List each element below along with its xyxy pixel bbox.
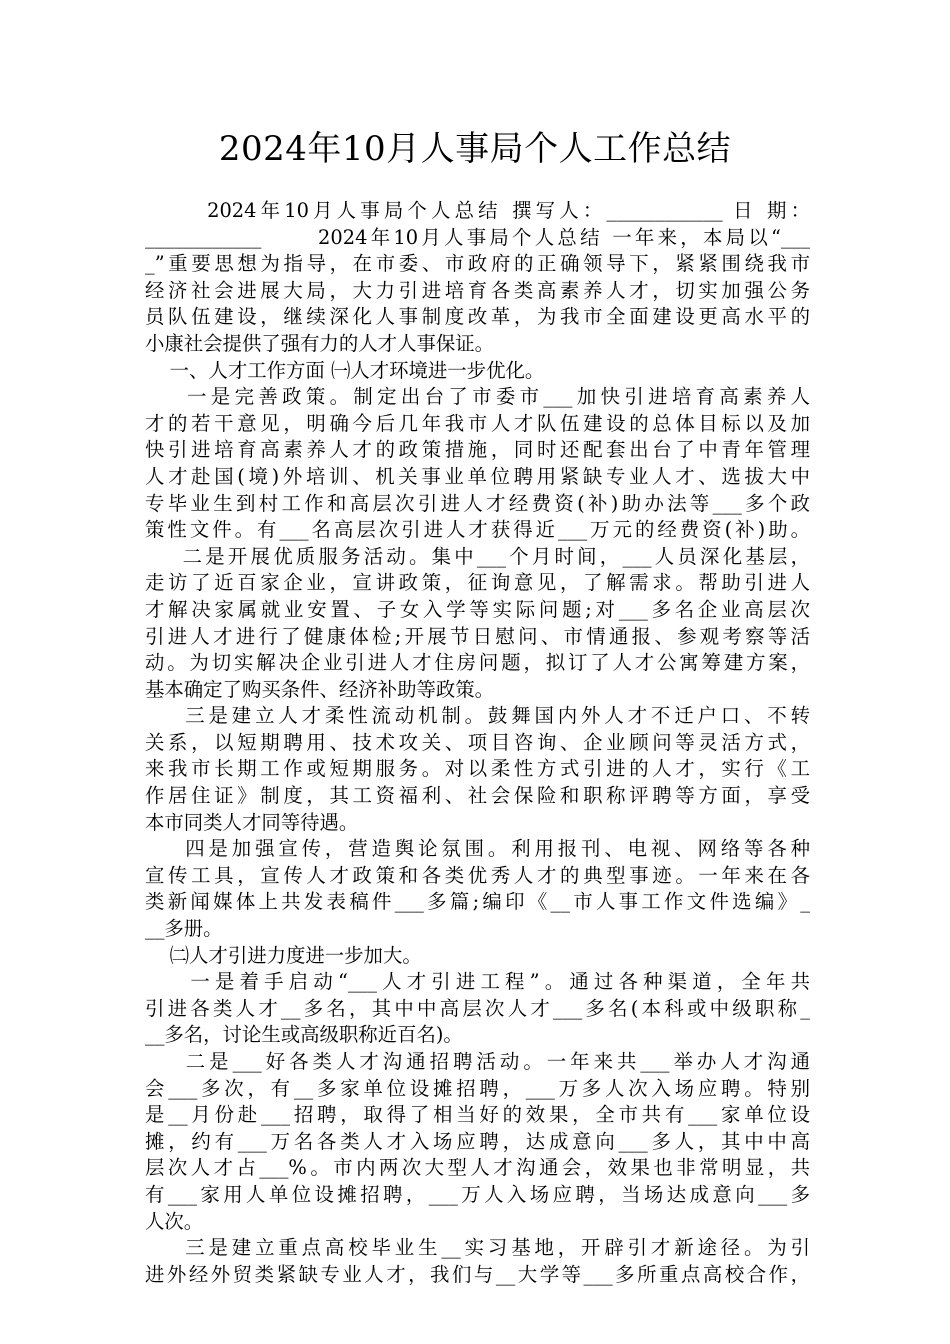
body-line: 引进各类人才__多名，其中中高层次人才___多名(本科或中级职称_ xyxy=(145,996,810,1020)
body-line: 层次人才占___%。市内两次大型人才沟通会，效果也非常明显，共 xyxy=(145,1156,810,1180)
body-line: 策性文件。有___名高层次引进人才获得近___万元的经费资(补)助。 xyxy=(145,518,810,542)
body-line: 进外经外贸类紧缺专业人才，我们与__大学等___多所重点高校合作， xyxy=(145,1262,810,1286)
body-line: 摊，约有___万名各类人才入场应聘，达成意向___多人，其中中高 xyxy=(145,1129,810,1153)
body-line: 才的若干意见，明确今后几年我市人才队伍建设的总体目标以及加 xyxy=(145,411,810,435)
body-line: 经济社会进展大局，大力引进培育各类高素养人才，切实加强公务 xyxy=(145,278,810,302)
body-line: __多册。 xyxy=(145,917,223,941)
body-line: 专毕业生到村工作和高层次引进人才经费资(补)助办法等___多个政 xyxy=(145,491,810,515)
body-line: 一是完善政策。制定出台了市委市___加快引进培育高素养人 xyxy=(145,385,810,409)
body-line: 人次。 xyxy=(145,1209,204,1233)
body-line: 来我市长期工作或短期服务。对以柔性方式引进的人才，实行《工 xyxy=(145,757,810,781)
body-line: 是__月份赴___招聘，取得了相当好的效果，全市共有___家单位设 xyxy=(145,1103,810,1127)
document-title: 2024年10月人事局个人工作总结 xyxy=(218,129,732,169)
body-line: 基本确定了购买条件、经济补助等政策。 xyxy=(145,677,495,701)
body-line: 会___多次，有__多家单位设摊招聘，___万多人次入场应聘。特别 xyxy=(145,1076,810,1100)
body-line: 2024年10月人事局个人总结 撰写人：____________ 日 期： xyxy=(145,199,810,222)
body-line: 才解决家属就业安置、子女入学等实际问题;对___多名企业高层次 xyxy=(145,597,810,621)
body-line: 宣传工具，宣传人才政策和各类优秀人才的典型事迹。一年来在各 xyxy=(145,863,810,887)
body-line: 人才赴国(境)外培训、机关事业单位聘用紧缺专业人才、选拔大中 xyxy=(145,464,810,488)
body-line: __多名，讨论生或高级职称近百名)。 xyxy=(145,1023,463,1047)
body-line: 类新闻媒体上共发表稿件___多篇;编印《__市人事工作文件选编》_ xyxy=(145,890,810,914)
body-line: 有___家用人单位设摊招聘，___万人入场应聘，当场达成意向___多 xyxy=(145,1182,810,1206)
body-line: 关系，以短期聘用、技术攻关、项目咨询、企业顾问等灵活方式， xyxy=(145,730,810,754)
body-line: 三是建立人才柔性流动机制。鼓舞国内外人才不迁户口、不转 xyxy=(145,704,810,728)
body-line: 二是开展优质服务活动。集中___个月时间，___人员深化基层， xyxy=(145,544,810,568)
body-line: 三是建立重点高校毕业生__实习基地，开辟引才新途径。为引 xyxy=(145,1236,810,1260)
body-line: 小康社会提供了强有力的人才人事保证。 xyxy=(145,331,495,355)
body-line: 快引进培育高素养人才的政策措施，同时还配套出台了中青年管理 xyxy=(145,438,810,462)
body-line: ____________ 2024年10月人事局个人总结 一年来，本局以“___ xyxy=(145,225,810,249)
body-line: _”重要思想为指导，在市委、市政府的正确领导下，紧紧围绕我市 xyxy=(145,252,810,276)
body-line: 一是着手启动“___人才引进工程”。通过各种渠道，全年共 xyxy=(145,970,810,994)
body-line: 动。为切实解决企业引进人才住房问题，拟订了人才公寓筹建方案， xyxy=(145,651,810,675)
body-line: 引进人才进行了健康体检;开展节日慰问、市情通报、参观考察等活 xyxy=(145,624,810,648)
body-line: 二是___好各类人才沟通招聘活动。一年来共___举办人才沟通 xyxy=(145,1050,810,1073)
body-line: 作居住证》制度，其工资福利、社会保险和职称评聘等方面，享受 xyxy=(145,784,810,808)
body-line: 四是加强宣传，营造舆论氛围。利用报刊、电视、网络等各种 xyxy=(145,837,810,861)
body-line: 走访了近百家企业，宣讲政策，征询意见，了解需求。帮助引进人 xyxy=(145,571,810,595)
body-line: 一、人才工作方面 ㈠人才环境进一步优化。 xyxy=(145,358,545,382)
body-line: 本市同类人才同等待遇。 xyxy=(145,810,359,834)
body-line: 员队伍建设，继续深化人事制度改革，为我市全面建设更高水平的 xyxy=(145,305,810,329)
body-line: ㈡人才引进力度进一步加大。 xyxy=(145,943,422,967)
document-body xyxy=(145,198,810,1288)
